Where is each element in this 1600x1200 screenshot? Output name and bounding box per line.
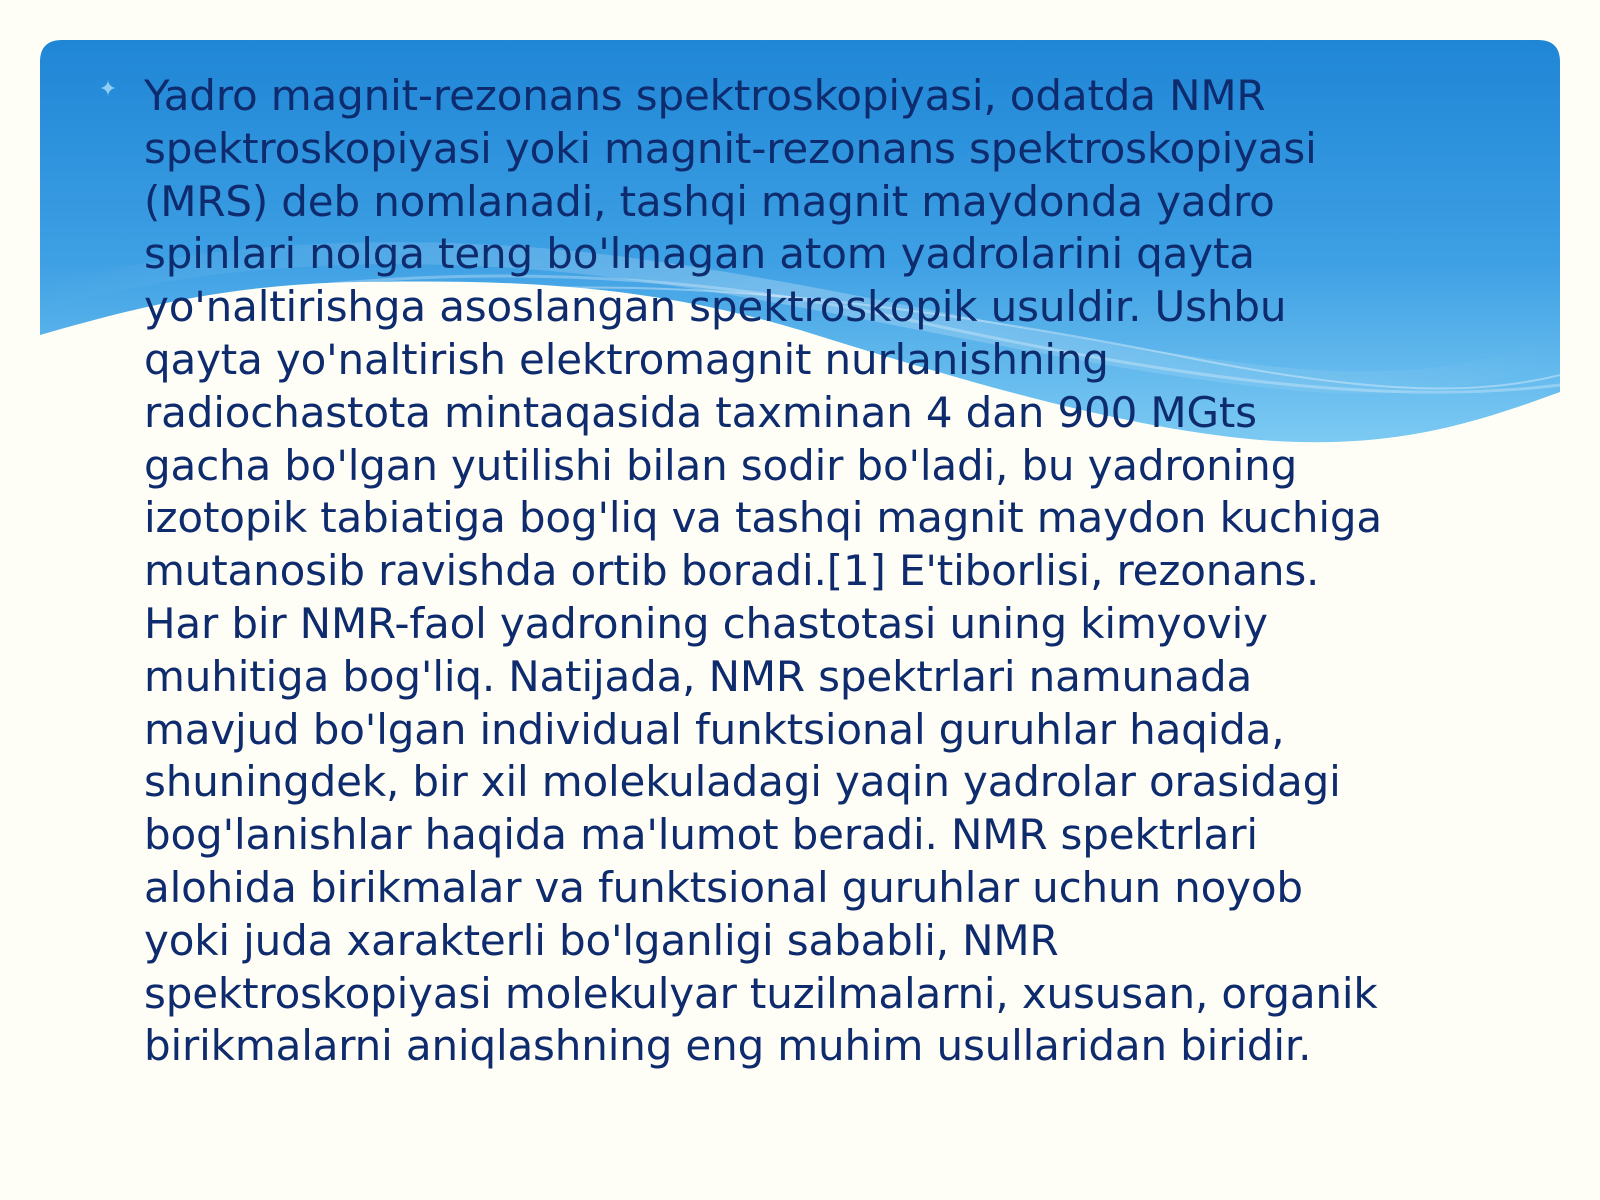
body-paragraph: Yadro magnit-rezonans spektroskopiyasi, odatda NMR spektroskopiyasi yoki magnit-rezonans spektroskopiyasi (MRS) deb nomlanadi, tashqi magnit maydonda yadro spinlari nolga teng bo'lmagan atom yadrolarini qayta yo'naltirishga asoslangan spektroskopik usuldir. Ushbu qayta yo'naltirish elektromagnit nurlanishning radiochastota mintaqasida taxminan 4 dan 900 MGts gacha bo'lgan yutilishi bilan sodir bo'ladi, bu yadroning izotopik tabiatiga bog'liq va tashqi magnit maydon kuchiga mutanosib ravishda ortib boradi.[1] E'tiborlisi, rezonans. Har bir NMR-faol yadroning chastotasi uning kimyoviy muhitiga bog'liq. Natijada, NMR spektrlari namunada mavjud bo'lgan individual funktsional guruhlar haqida, shuningdek, bir xil molekuladagi yaqin yadrolar orasidagi bog'lanishlar haqida ma'lumot beradi. NMR spektrlari alohida birikmalar va funktsional guruhlar uchun noyob yoki juda xarakterli bo'lganligi sababli, NMR spektroskopiyasi molekulyar tuzilmalarni, xususan, organik birikmalarni aniqlashning eng muhim usullaridan biridir. <box>144 71 1382 1071</box>
star-bullet-icon: ✦ <box>98 77 118 102</box>
